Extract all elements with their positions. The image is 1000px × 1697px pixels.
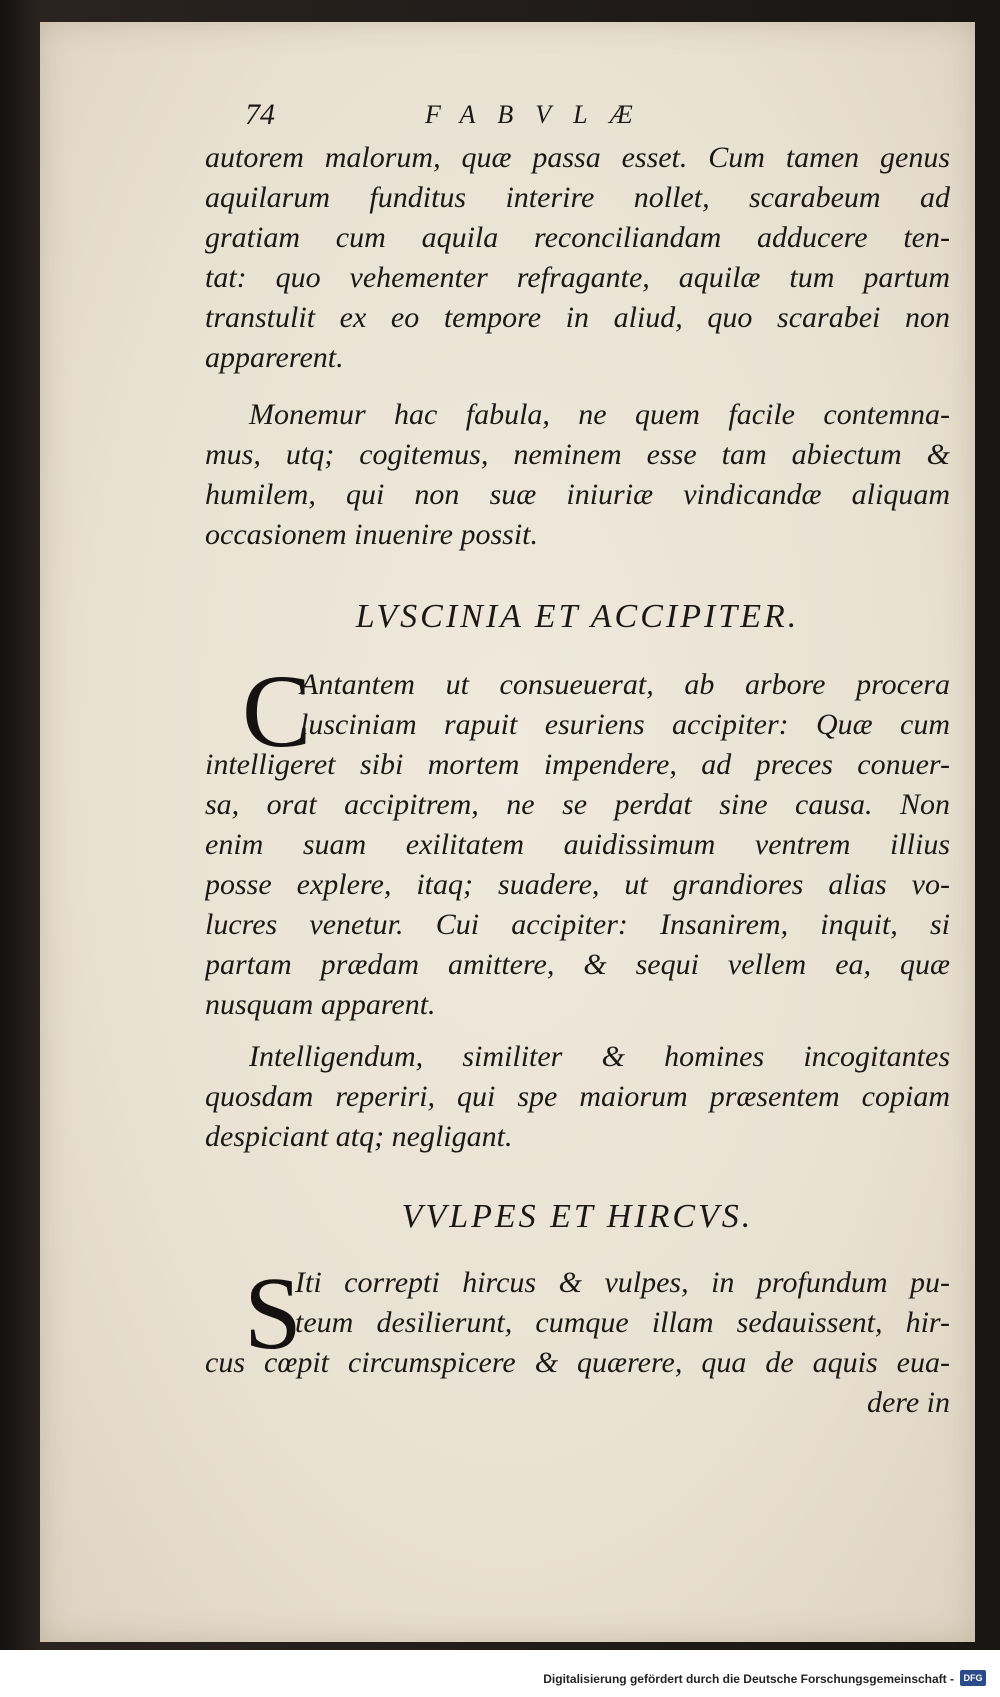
text-line: Iti correpti hircus & vulpes, in profundum pu- <box>295 1266 950 1299</box>
text-line: tat: quo vehementer refragante, aquilæ tum partum <box>205 261 950 294</box>
page-number: 74 <box>245 98 275 131</box>
catchword: dere in <box>866 1386 950 1419</box>
fable-body-vulpes <box>205 1256 950 1423</box>
text-line: enim suam exilitatem auidissimum ventrem illius <box>205 828 950 861</box>
text-line: teum desilierunt, cumque illam sedauissent, hir- <box>295 1306 950 1339</box>
text-line: partam prædam amittere, & sequi vellem ea, quæ <box>205 948 950 981</box>
text-line: mus, utq; cogitemus, neminem esse tam abiectum & <box>205 438 950 471</box>
text-line: lucres venetur. Cui accipiter: Insanirem, inquit, si <box>205 908 950 941</box>
fable-body-luscinia <box>205 665 950 1025</box>
intro-paragraph <box>205 138 950 378</box>
drop-cap-c: C <box>242 654 312 769</box>
drop-cap-s: S <box>244 1256 302 1371</box>
text-line: occasionem inuenire possit. <box>205 518 539 551</box>
text-line: humilem, qui non suæ iniuriæ vindicandæ aliquam <box>205 478 950 511</box>
text-line: lusciniam rapuit esuriens accipiter: Quæ cum <box>300 708 950 741</box>
text-line: Monemur hac fabula, ne quem facile contemna- <box>249 398 950 431</box>
moral-paragraph-1 <box>205 395 950 555</box>
text-line: Intelligendum, similiter & homines incogitantes <box>249 1040 950 1073</box>
digitization-credit: Digitalisierung gefördert durch die Deutsche Forschungsgemeinschaft - <box>543 1672 954 1686</box>
text-line: posse explere, itaq; suadere, ut grandiores alias vo- <box>205 868 950 901</box>
dfg-logo: DFG <box>960 1670 986 1686</box>
text-line: despiciant atq; negligant. <box>205 1120 513 1153</box>
moral-paragraph-2 <box>205 1037 950 1157</box>
text-line: transtulit ex eo tempore in aliud, quo scarabei non <box>205 301 950 334</box>
page-header <box>245 98 965 138</box>
text-line: autorem malorum, quæ passa esset. Cum tamen genus <box>205 141 950 174</box>
text-line: aquilarum funditus interire nollet, scarabeum ad <box>205 181 950 214</box>
text-line: gratiam cum aquila reconciliandam adducere ten- <box>205 221 950 254</box>
text-line: Antantem ut consueuerat, ab arbore procera <box>300 668 950 701</box>
running-title: FABVLÆ <box>425 100 655 129</box>
text-line: intelligeret sibi mortem impendere, ad preces conuer- <box>205 748 950 781</box>
footer-bar <box>0 1650 1000 1697</box>
text-line: cus cœpit circumspicere & quærere, qua de aquis eua- <box>205 1346 950 1379</box>
text-line: quosdam reperiri, qui spe maiorum præsentem copiam <box>205 1080 950 1113</box>
text-line: sa, orat accipitrem, ne se perdat sine causa. Non <box>205 788 950 821</box>
fable-title-vulpes: VVLPES ET HIRCVS. <box>401 1198 754 1235</box>
text-line: nusquam apparent. <box>205 988 436 1021</box>
text-line: apparerent. <box>205 341 344 374</box>
fable-title-luscinia: LVSCINIA ET ACCIPITER. <box>355 598 800 635</box>
